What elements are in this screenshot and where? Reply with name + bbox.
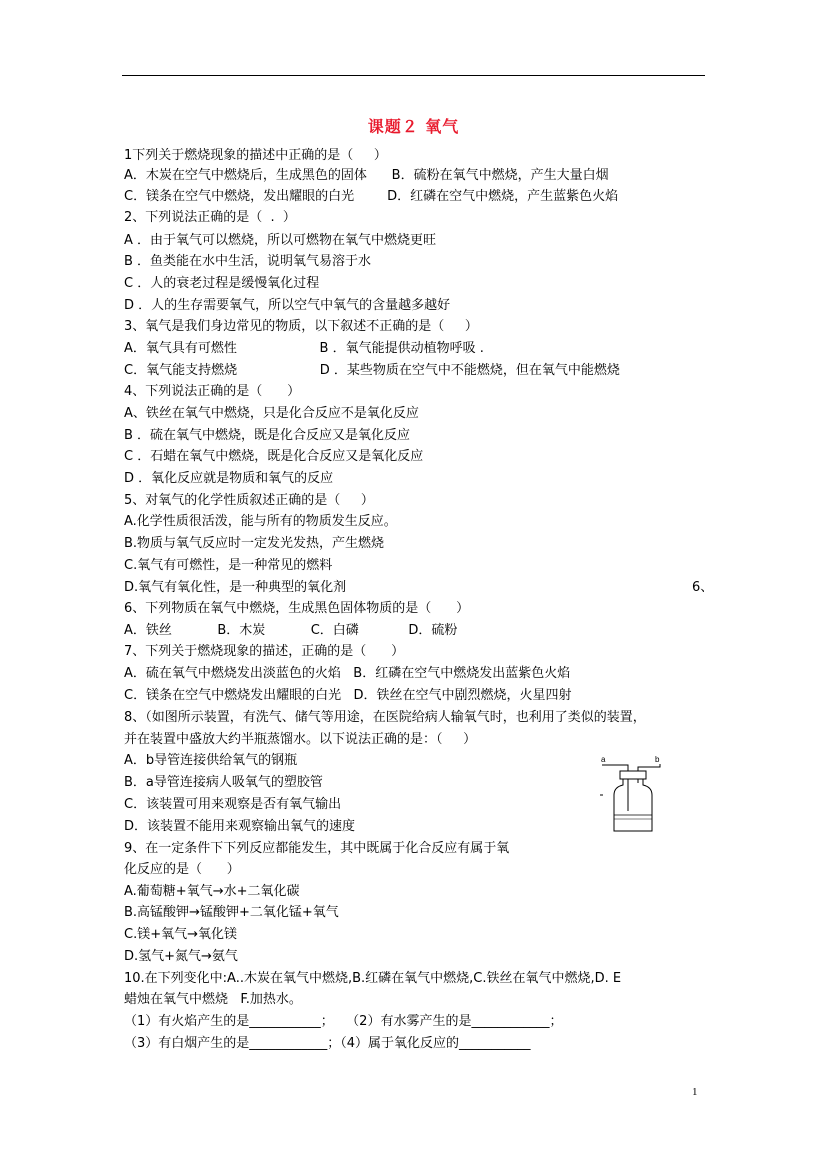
question-line: A．木炭在空气中燃烧后，生成黑色的固体 B．硫粉在氧气中燃烧，产生大量白烟 <box>124 168 609 183</box>
question-line: C.镁+氧气→氧化镁 <box>124 927 237 942</box>
question-line: 4、下列说法正确的是（ ） <box>124 384 301 399</box>
question-line: B ．鱼类能在水中生活，说明氧气易溶于水 <box>124 254 372 269</box>
question-line: D ．氧化反应就是物质和氧气的反应 <box>124 471 334 486</box>
question-line: 8、（如图所示装置，有洗气、储气等用途，在医院给病人输氧气时，也利用了类似的装置， <box>124 710 646 725</box>
question-line: C.氧气有可燃性，是一种常见的燃料 <box>124 558 333 573</box>
question-line: A．硫在氧气中燃烧发出淡蓝色的火焰 B．红磷在空气中燃烧发出蓝紫色火焰 <box>124 666 571 681</box>
question-line: 9、在一定条件下下列反应都能发生，其中既属于化合反应有属于氧 <box>124 841 510 856</box>
question-line: 10.在下列变化中:A..木炭在氧气中燃烧,B.红磷在氧气中燃烧,C.铁丝在氧气中燃烧,D. E <box>124 971 622 986</box>
question-line: A．b导管连接供给氧气的钢瓶 <box>124 753 298 768</box>
question-line: 1下列关于燃烧现象的描述中正确的是（ ） <box>124 148 387 163</box>
question-line: C．镁条在空气中燃烧发出耀眼的白光 D．铁丝在空气中剧烈燃烧，火星四射 <box>124 688 572 703</box>
question-line: C ．石蜡在氧气中燃烧，既是化合反应又是氧化反应 <box>124 449 424 464</box>
question-line: 5、对氧气的化学性质叙述正确的是（ ） <box>124 493 374 508</box>
question-line: B.物质与氧气反应时一定发光发热，产生燃烧 <box>124 536 385 551</box>
gas-washing-bottle-diagram <box>598 753 668 833</box>
question-line: A ．由于氧气可以燃烧，所以可燃物在氧气中燃烧更旺 <box>124 233 437 248</box>
question-line: 化反应的是（ ） <box>124 862 240 877</box>
question-line: （1）有火焰产生的是___________； （2）有水雾产生的是____________； <box>124 1014 563 1029</box>
question-line: C．镁条在空气中燃烧，发出耀眼的白光 D．红磷在空气中燃烧，产生蓝紫色火焰 <box>124 189 619 204</box>
question-line: D.氧气有氧化性，是一种典型的氧化剂 <box>124 580 347 595</box>
question-line: C．该装置可用来观察是否有氧气输出 <box>124 797 342 812</box>
page-title: 课题２ 氧气 <box>367 117 460 136</box>
question-line: D ．人的生存需要氧气，所以空气中氧气的含量越多越好 <box>124 298 451 313</box>
stray-label: 6、 <box>692 580 714 595</box>
question-line: 并在装置中盛放大约半瓶蒸馏水。以下说法正确的是：（ ） <box>124 732 477 747</box>
question-line: D.氢气+氮气→氨气 <box>124 949 238 964</box>
question-line: 3、氧气是我们身边常见的物质，以下叙述不正确的是（ ） <box>124 319 478 334</box>
question-line: 蜡烛在氧气中燃烧 F.加热水。 <box>124 992 302 1007</box>
question-line: 6、下列物质在氧气中燃烧，生成黑色固体物质的是（ ） <box>124 601 470 616</box>
question-line: B.高锰酸钾→锰酸钾+二氧化锰+氧气 <box>124 905 339 920</box>
question-line: 2、下列说法正确的是（ . ） <box>124 210 296 225</box>
question-line: B．a导管连接病人吸氧气的塑胶管 <box>124 775 323 790</box>
question-line: （3）有白烟产生的是____________；（4）属于氧化反应的___________ <box>124 1036 531 1051</box>
question-line: C ．人的衰老过程是缓慢氧化过程 <box>124 276 320 291</box>
question-line: C．氧气能支持燃烧 D ．某些物质在空气中不能燃烧，但在氧气中能燃烧 <box>124 363 620 378</box>
question-line: A．铁丝 B．木炭 C．白磷 D．硫粉 <box>124 623 458 638</box>
question-line: A．氧气具有可燃性 B ．氧气能提供动植物呼吸 . <box>124 341 484 356</box>
page-number: 1 <box>692 1086 698 1098</box>
question-line: 7、下列关于燃烧现象的描述，正确的是（ ） <box>124 644 405 659</box>
tube-label-b: b <box>655 755 660 764</box>
question-line: A.葡萄糖+氧气→水+二氧化碳 <box>124 884 300 899</box>
question-line: D．该装置不能用来观察输出氧气的速度 <box>124 819 356 834</box>
tube-label-a: a <box>601 755 606 764</box>
question-line: A.化学性质很活泼，能与所有的物质发生反应。 <box>124 514 397 529</box>
question-line: B ．硫在氧气中燃烧，既是化合反应又是氧化反应 <box>124 428 411 443</box>
question-line: A、铁丝在氧气中燃烧，只是化合反应不是氧化反应 <box>124 406 419 421</box>
header-rule <box>122 75 705 76</box>
